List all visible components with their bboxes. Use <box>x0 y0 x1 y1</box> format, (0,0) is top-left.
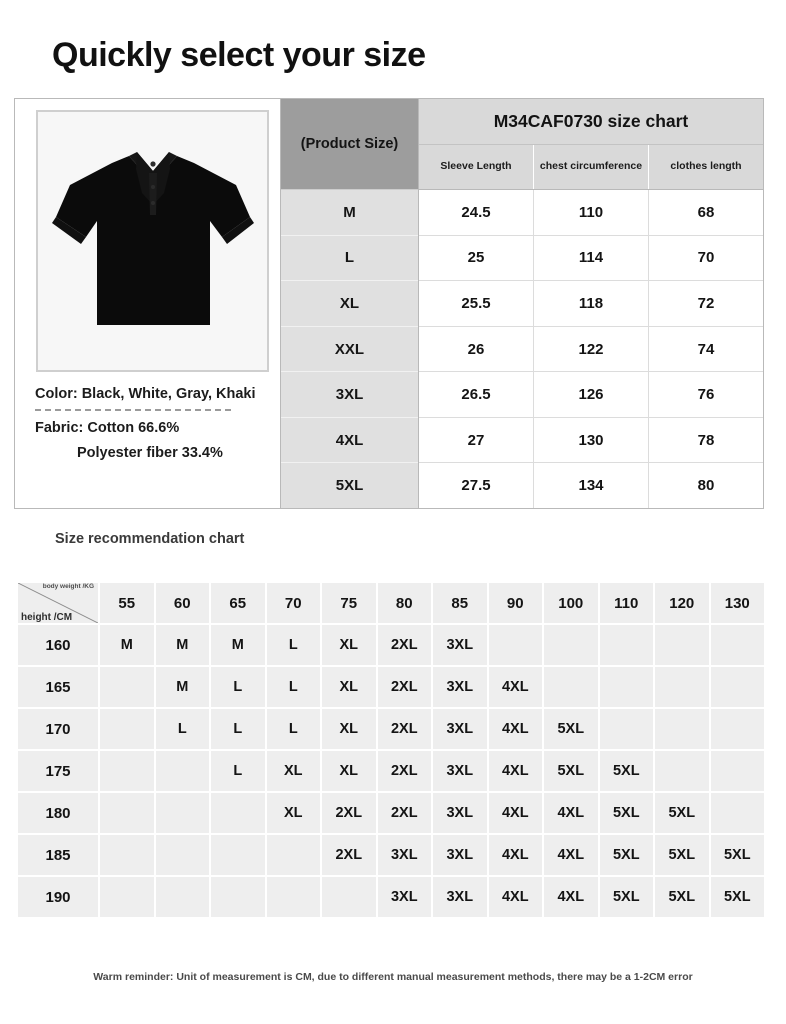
rec-grid-empty-cell <box>267 877 321 917</box>
rec-grid-empty-cell <box>655 751 709 791</box>
product-fabric-line: Fabric: Cotton 66.6% <box>35 420 180 436</box>
rec-grid-empty-cell <box>211 835 265 875</box>
cell-sleeve-length: 27.5 <box>419 463 534 508</box>
corner-label-height: height /CM <box>21 612 73 623</box>
rec-grid-size-cell: 2XL <box>378 667 432 707</box>
rec-grid-size-cell: 5XL <box>544 751 598 791</box>
product-spec-table <box>14 98 764 509</box>
rec-grid-weight-header: 75 <box>322 583 376 623</box>
cell-chest-circumference: 134 <box>534 463 649 508</box>
rec-grid-size-cell: XL <box>322 751 376 791</box>
rec-grid-row <box>18 751 764 791</box>
cell-chest-circumference: 130 <box>534 418 649 463</box>
rec-grid-body <box>18 625 764 917</box>
rec-grid-size-cell: 3XL <box>433 751 487 791</box>
rec-grid-empty-cell <box>211 793 265 833</box>
product-fabric-line-2: Polyester fiber 33.4% <box>77 445 223 461</box>
rec-grid-size-cell: L <box>156 709 210 749</box>
rec-grid-empty-cell <box>100 877 154 917</box>
rec-grid-size-cell: 2XL <box>378 625 432 665</box>
size-label-cell: 5XL <box>281 463 418 508</box>
rec-grid-weight-header: 80 <box>378 583 432 623</box>
product-panel <box>15 99 281 508</box>
rec-grid-size-cell: 3XL <box>433 667 487 707</box>
product-size-column <box>281 99 419 508</box>
rec-grid-weight-header: 100 <box>544 583 598 623</box>
cell-sleeve-length: 26.5 <box>419 372 534 417</box>
size-label-cell: XXL <box>281 327 418 373</box>
rec-grid-empty-cell <box>600 709 654 749</box>
cell-chest-circumference: 110 <box>534 190 649 235</box>
rec-grid-empty-cell <box>711 793 765 833</box>
rec-grid-header-row <box>18 583 764 623</box>
footer-warm-reminder: Warm reminder: Unit of measurement is CM, due to different manual measurement methods, there may be a 1-2CM error <box>93 971 693 983</box>
rec-grid-size-cell: L <box>211 667 265 707</box>
cell-clothes-length: 74 <box>697 340 715 358</box>
cell-sleeve-length: 26 <box>419 327 534 372</box>
measurements-body <box>419 190 763 508</box>
rec-grid-height-header: 170 <box>18 709 98 749</box>
rec-grid-height-header: 175 <box>18 751 98 791</box>
rec-grid-weight-header: 130 <box>711 583 765 623</box>
rec-grid-size-cell: 3XL <box>433 835 487 875</box>
rec-grid-weight-header: 70 <box>267 583 321 623</box>
rec-grid-size-cell: M <box>100 625 154 665</box>
rec-grid-size-cell: L <box>267 709 321 749</box>
rec-grid-corner-cell <box>18 583 98 623</box>
rec-grid-row <box>18 877 764 917</box>
size-label-cell: XL <box>281 281 418 327</box>
rec-grid-size-cell: 2XL <box>322 835 376 875</box>
rec-grid-empty-cell <box>100 709 154 749</box>
rec-grid-size-cell: 2XL <box>378 709 432 749</box>
rec-grid-height-header: 185 <box>18 835 98 875</box>
size-label-cell: M <box>281 190 418 236</box>
rec-grid-empty-cell <box>711 751 765 791</box>
rec-grid-size-cell: 5XL <box>655 793 709 833</box>
rec-grid-row <box>18 625 764 665</box>
rec-grid-row <box>18 835 764 875</box>
cell-sleeve-length: 25 <box>419 236 534 281</box>
rec-grid-weight-header: 120 <box>655 583 709 623</box>
rec-grid-row <box>18 793 764 833</box>
rec-grid-size-cell: 5XL <box>655 835 709 875</box>
rec-grid-empty-cell <box>600 625 654 665</box>
rec-grid-size-cell: 4XL <box>544 793 598 833</box>
rec-grid-size-cell: M <box>156 667 210 707</box>
rec-grid-empty-cell <box>655 709 709 749</box>
table-row <box>419 236 763 282</box>
size-label-cell: 3XL <box>281 372 418 418</box>
product-color-line: Color: Black, White, Gray, Khaki <box>35 386 256 402</box>
rec-grid-size-cell: 5XL <box>600 793 654 833</box>
rec-grid-size-cell: L <box>267 625 321 665</box>
table-row <box>419 281 763 327</box>
size-label-cell: L <box>281 236 418 282</box>
rec-grid-empty-cell <box>655 667 709 707</box>
cell-chest-circumference: 122 <box>534 327 649 372</box>
table-row <box>419 372 763 418</box>
rec-grid-empty-cell <box>211 877 265 917</box>
rec-grid-empty-cell <box>100 835 154 875</box>
rec-grid-weight-header: 65 <box>211 583 265 623</box>
rec-grid-empty-cell <box>267 835 321 875</box>
rec-grid-size-cell: 2XL <box>378 751 432 791</box>
rec-grid-empty-cell <box>711 709 765 749</box>
rec-grid-size-cell: 5XL <box>600 835 654 875</box>
rec-grid-empty-cell <box>156 751 210 791</box>
measurement-header-sleeve-length: Sleeve Length <box>419 145 534 189</box>
rec-grid-size-cell: 4XL <box>544 835 598 875</box>
measurement-header-clothes-length: clothes length <box>670 160 742 173</box>
rec-grid-size-cell: XL <box>322 667 376 707</box>
page-title: Quickly select your size <box>52 36 426 74</box>
rec-grid-size-cell: XL <box>322 625 376 665</box>
cell-chest-circumference: 114 <box>534 236 649 281</box>
rec-grid-size-cell: 3XL <box>433 709 487 749</box>
table-row <box>419 190 763 236</box>
rec-grid-empty-cell <box>544 625 598 665</box>
rec-grid-size-cell: 5XL <box>600 751 654 791</box>
rec-grid-size-cell: 4XL <box>489 667 543 707</box>
rec-grid-size-cell: M <box>211 625 265 665</box>
size-label-cell: 4XL <box>281 418 418 464</box>
corner-label-weight: body weight /KG <box>42 583 94 590</box>
section-label-size-recommendation: Size recommendation chart <box>55 531 245 547</box>
rec-grid-size-cell: M <box>156 625 210 665</box>
size-recommendation-grid <box>16 581 766 919</box>
rec-grid-height-header: 180 <box>18 793 98 833</box>
table-row <box>419 418 763 464</box>
black-polo-shirt-icon <box>50 143 256 339</box>
rec-grid-size-cell: 5XL <box>655 877 709 917</box>
rec-grid-size-cell: 5XL <box>711 877 765 917</box>
rec-grid-size-cell: 4XL <box>489 709 543 749</box>
rec-grid-size-cell: 2XL <box>322 793 376 833</box>
rec-grid-size-cell: L <box>267 667 321 707</box>
rec-grid-empty-cell <box>655 625 709 665</box>
meta-divider <box>35 409 231 411</box>
rec-grid-empty-cell <box>156 793 210 833</box>
rec-grid-empty-cell <box>489 625 543 665</box>
product-image-frame <box>36 110 269 372</box>
table-row <box>419 463 763 508</box>
rec-grid-weight-header: 85 <box>433 583 487 623</box>
product-meta <box>15 372 280 508</box>
rec-grid-row <box>18 667 764 707</box>
rec-grid-empty-cell <box>322 877 376 917</box>
rec-grid-size-cell: XL <box>267 793 321 833</box>
cell-chest-circumference: 118 <box>534 281 649 326</box>
cell-clothes-length: 68 <box>697 203 715 221</box>
rec-grid-size-cell: 3XL <box>378 835 432 875</box>
rec-grid-weight-header: 110 <box>600 583 654 623</box>
cell-chest-circumference: 126 <box>534 372 649 417</box>
rec-grid-empty-cell <box>711 625 765 665</box>
measurement-headers <box>419 145 763 190</box>
cell-clothes-length: 72 <box>697 294 715 312</box>
rec-grid-size-cell: XL <box>267 751 321 791</box>
cell-clothes-length: 70 <box>697 249 715 267</box>
rec-grid-size-cell: L <box>211 709 265 749</box>
cell-sleeve-length: 25.5 <box>419 281 534 326</box>
rec-grid-empty-cell <box>100 667 154 707</box>
rec-grid-empty-cell <box>544 667 598 707</box>
rec-grid-empty-cell <box>600 667 654 707</box>
cell-sleeve-length: 24.5 <box>419 190 534 235</box>
size-chart-title: M34CAF0730 size chart <box>419 99 763 145</box>
rec-grid-size-cell: 3XL <box>433 625 487 665</box>
rec-grid-size-cell: 3XL <box>433 877 487 917</box>
product-size-column-header: (Product Size) <box>281 99 418 190</box>
rec-grid-empty-cell <box>156 877 210 917</box>
rec-grid-empty-cell <box>100 751 154 791</box>
table-row <box>419 327 763 373</box>
rec-grid-row <box>18 709 764 749</box>
rec-grid-empty-cell <box>156 835 210 875</box>
cell-clothes-length: 76 <box>697 386 715 404</box>
rec-grid-size-cell: 5XL <box>711 835 765 875</box>
rec-grid-size-cell: 3XL <box>378 877 432 917</box>
cell-clothes-length: 78 <box>697 431 715 449</box>
rec-grid-size-cell: 4XL <box>489 793 543 833</box>
rec-grid-weight-header: 55 <box>100 583 154 623</box>
cell-sleeve-length: 27 <box>419 418 534 463</box>
rec-grid-height-header: 190 <box>18 877 98 917</box>
rec-grid-empty-cell <box>711 667 765 707</box>
rec-grid-size-cell: 4XL <box>489 751 543 791</box>
measurements-column <box>419 99 763 508</box>
cell-clothes-length: 80 <box>697 477 715 495</box>
rec-grid-height-header: 165 <box>18 667 98 707</box>
rec-grid-height-header: 160 <box>18 625 98 665</box>
rec-grid-size-cell: 4XL <box>489 835 543 875</box>
rec-grid-size-cell: L <box>211 751 265 791</box>
rec-grid-header <box>18 583 764 623</box>
measurement-header-chest-circumference: chest circumference <box>534 145 649 189</box>
rec-grid-size-cell: 4XL <box>489 877 543 917</box>
rec-grid-empty-cell <box>100 793 154 833</box>
rec-grid-weight-header: 90 <box>489 583 543 623</box>
rec-grid-size-cell: 4XL <box>544 877 598 917</box>
rec-grid-size-cell: 5XL <box>544 709 598 749</box>
rec-grid-size-cell: 2XL <box>378 793 432 833</box>
rec-grid-size-cell: 5XL <box>600 877 654 917</box>
rec-grid-weight-header: 60 <box>156 583 210 623</box>
rec-grid-size-cell: XL <box>322 709 376 749</box>
rec-grid-size-cell: 3XL <box>433 793 487 833</box>
